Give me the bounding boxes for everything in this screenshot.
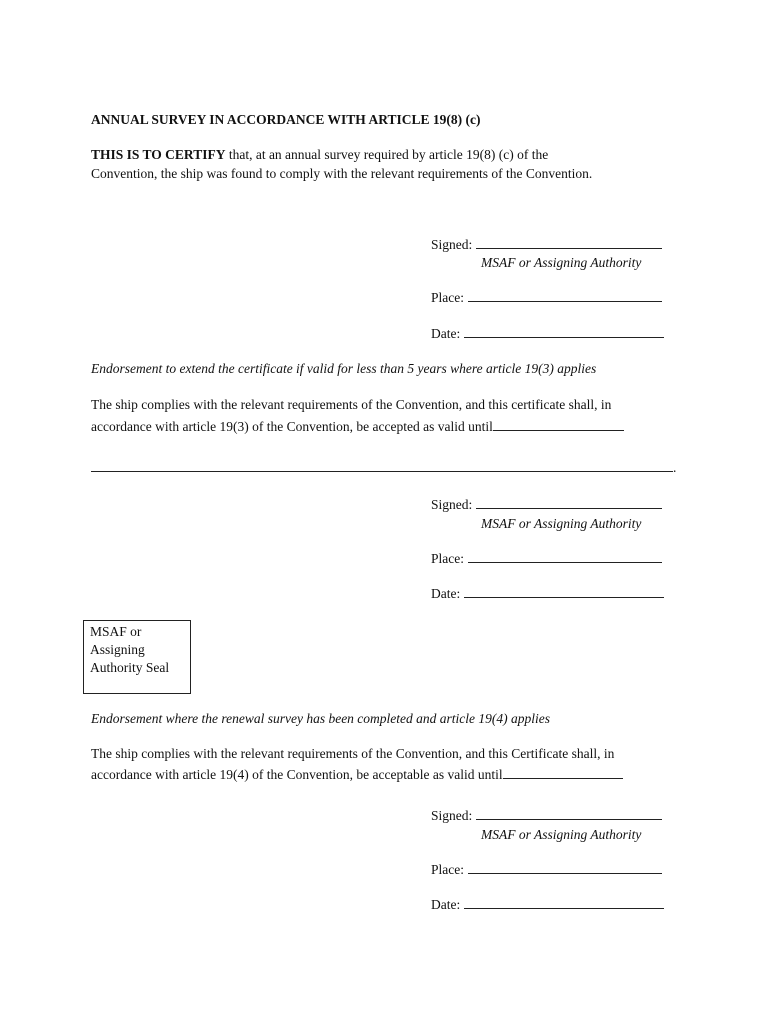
signed-field[interactable] [476,247,662,249]
place-row-2 [431,551,662,567]
endorsement-1-line-2-text: accordance with article 19(3) of the Convention, be accepted as valid until [91,419,493,434]
place-label: Place: [431,862,464,877]
certify-line-1 [91,147,548,163]
authority-seal-box [83,620,191,694]
endorsement-2-line-1: The ship complies with the relevant requirements of the Convention, and this Certificate shall, in [91,746,615,761]
place-label: Place: [431,290,464,305]
date-field[interactable] [464,907,664,909]
authority-label: MSAF or Assigning Authority [481,827,642,842]
valid-until-field-2[interactable] [503,777,623,779]
signed-row-1 [431,237,662,253]
authority-label: MSAF or Assigning Authority [481,255,642,270]
place-label: Place: [431,551,464,566]
authority-label: MSAF or Assigning Authority [481,516,642,531]
certify-text-1: that, at an annual survey required by article 19(8) (c) of the [225,147,549,162]
place-row-3 [431,862,662,878]
place-field[interactable] [468,300,662,302]
signed-label: Signed: [431,808,473,823]
date-label: Date: [431,326,461,341]
trailing-period: . [673,460,677,475]
valid-until-field-1[interactable] [493,429,624,431]
seal-line-2: Assigning [90,642,145,657]
seal-line-3: Authority Seal [90,660,170,675]
signed-label: Signed: [431,497,473,512]
seal-line-1: MSAF or [90,624,142,639]
place-row-1 [431,290,662,306]
endorsement-1-blank-line [91,460,676,476]
signed-row-2 [431,497,662,513]
document-title: ANNUAL SURVEY IN ACCORDANCE WITH ARTICLE 19(8) (c) [91,112,481,127]
date-row-3 [431,897,664,913]
certify-bold: THIS IS TO CERTIFY [91,147,226,162]
endorsement-2-heading: Endorsement where the renewal survey has been completed and article 19(4) applies [91,711,551,726]
date-row-2 [431,586,664,602]
endorsement-1-line-2 [91,419,624,435]
signed-field[interactable] [476,507,662,509]
endorsement-1-line-1: The ship complies with the relevant requirements of the Convention, and this certificate shall, in [91,397,612,412]
endorsement-2-line-2-text: accordance with article 19(4) of the Convention, be acceptable as valid until [91,767,503,782]
date-label: Date: [431,897,461,912]
date-label: Date: [431,586,461,601]
signed-row-3 [431,808,662,824]
endorsement-2-line-2 [91,767,623,783]
valid-until-continuation-field[interactable] [91,470,673,472]
place-field[interactable] [468,872,662,874]
place-field[interactable] [468,561,662,563]
signed-field[interactable] [476,818,662,820]
signed-label: Signed: [431,237,473,252]
certify-line-2: Convention, the ship was found to comply with the relevant requirements of the Convention. [91,166,593,181]
date-field[interactable] [464,336,664,338]
date-field[interactable] [464,596,664,598]
date-row-1 [431,326,664,342]
endorsement-1-heading: Endorsement to extend the certificate if valid for less than 5 years where article 19(3) applies [91,361,597,376]
